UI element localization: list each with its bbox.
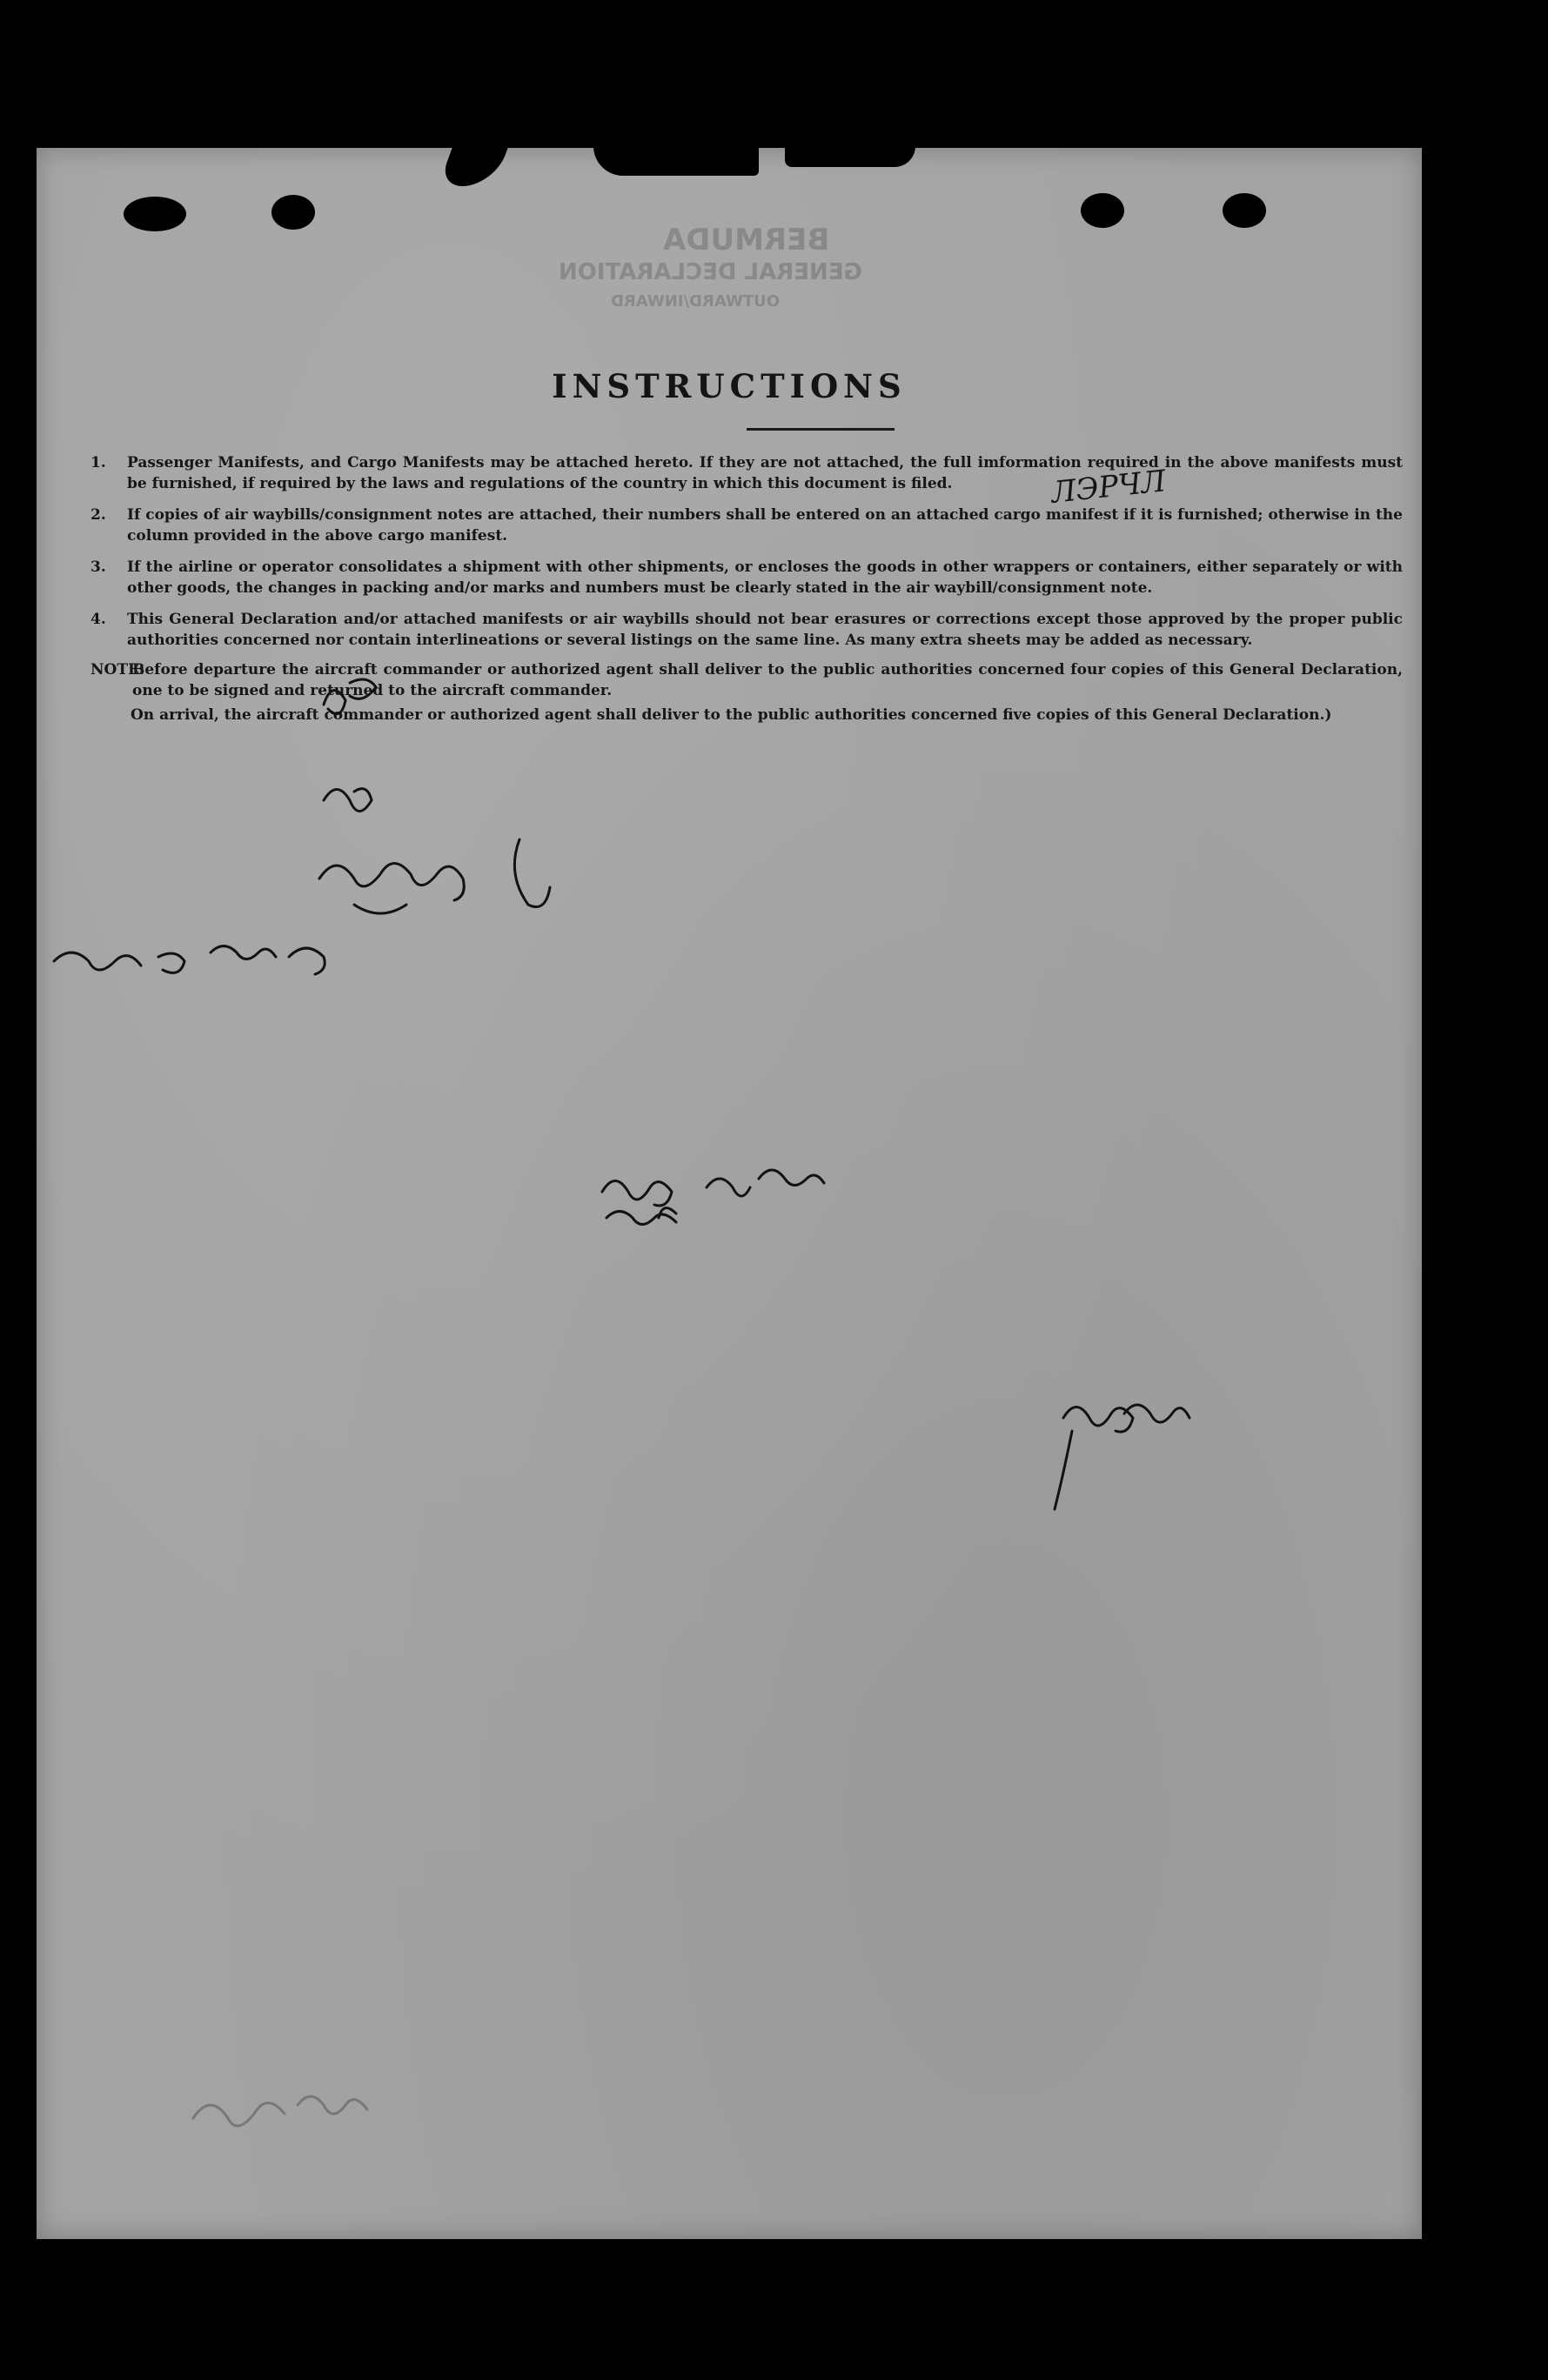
note-departure [90, 659, 1403, 701]
instruction-number: 2. [90, 506, 106, 524]
note-label: NOTE: [90, 661, 145, 679]
torn-edge [439, 146, 509, 186]
document-sheet [37, 148, 1422, 2239]
instruction-item [90, 452, 1403, 494]
torn-edge [593, 146, 759, 176]
instruction-number: 1. [90, 454, 106, 471]
instruction-item [90, 557, 1403, 598]
punch-hole [1081, 193, 1124, 228]
bleed-through-line: OUTWARD/INWARD [611, 292, 781, 311]
punch-hole [271, 195, 315, 230]
handwritten-reference: ЛЭРЧЛ [1049, 464, 1168, 511]
page-title: INSTRUCTIONS [552, 367, 907, 405]
instruction-text: This General Declaration and/or attached manifests or air waybills should not bear erasures or corrections except those approved by the proper public authorities concerned nor contain interlineations or several listings on the same line. As many extra sheets may be added as necessary. [127, 611, 1403, 649]
instruction-text: If the airline or operator consolidates a shipment with other shipments, or encloses the goods in other wrappers or containers, either separately or with other goods, the changes in packing and/or marks and numbers must be clearly stated in the air waybill/consignment note. [127, 558, 1403, 597]
instruction-text: Passenger Manifests, and Cargo Manifests may be attached hereto. If they are not attached, the full imformation required in the above manifests must be furnished, if required by the laws and regulations of the country in which this document is filed. [127, 454, 1403, 492]
instruction-number: 4. [90, 611, 106, 628]
instructions-list [90, 452, 1403, 725]
instruction-item [90, 609, 1403, 651]
instruction-text: If copies of air waybills/consignment notes are attached, their numbers shall be entered on an attached cargo manifest if it is furnished; otherwise in the column provided in the above cargo manifest. [127, 506, 1403, 545]
bleed-through-line: BERMUDA [663, 223, 830, 257]
instruction-number: 3. [90, 558, 106, 576]
note-arrival-text: On arrival, the aircraft commander or authorized agent shall deliver to the public authorities concerned five copies of this General Declaration.) [131, 706, 1332, 724]
instruction-item [90, 505, 1403, 546]
note-departure-text: Before departure the aircraft commander or authorized agent shall deliver to the public authorities concerned four copies of this General Declaration, one to be signed and returned to the aircraft commander. [132, 661, 1403, 699]
title-underline [747, 428, 895, 431]
punch-hole [1223, 193, 1266, 228]
torn-edge [785, 146, 915, 167]
punch-hole [124, 197, 186, 231]
bleed-through-line: GENERAL DECLARATION [559, 259, 862, 285]
